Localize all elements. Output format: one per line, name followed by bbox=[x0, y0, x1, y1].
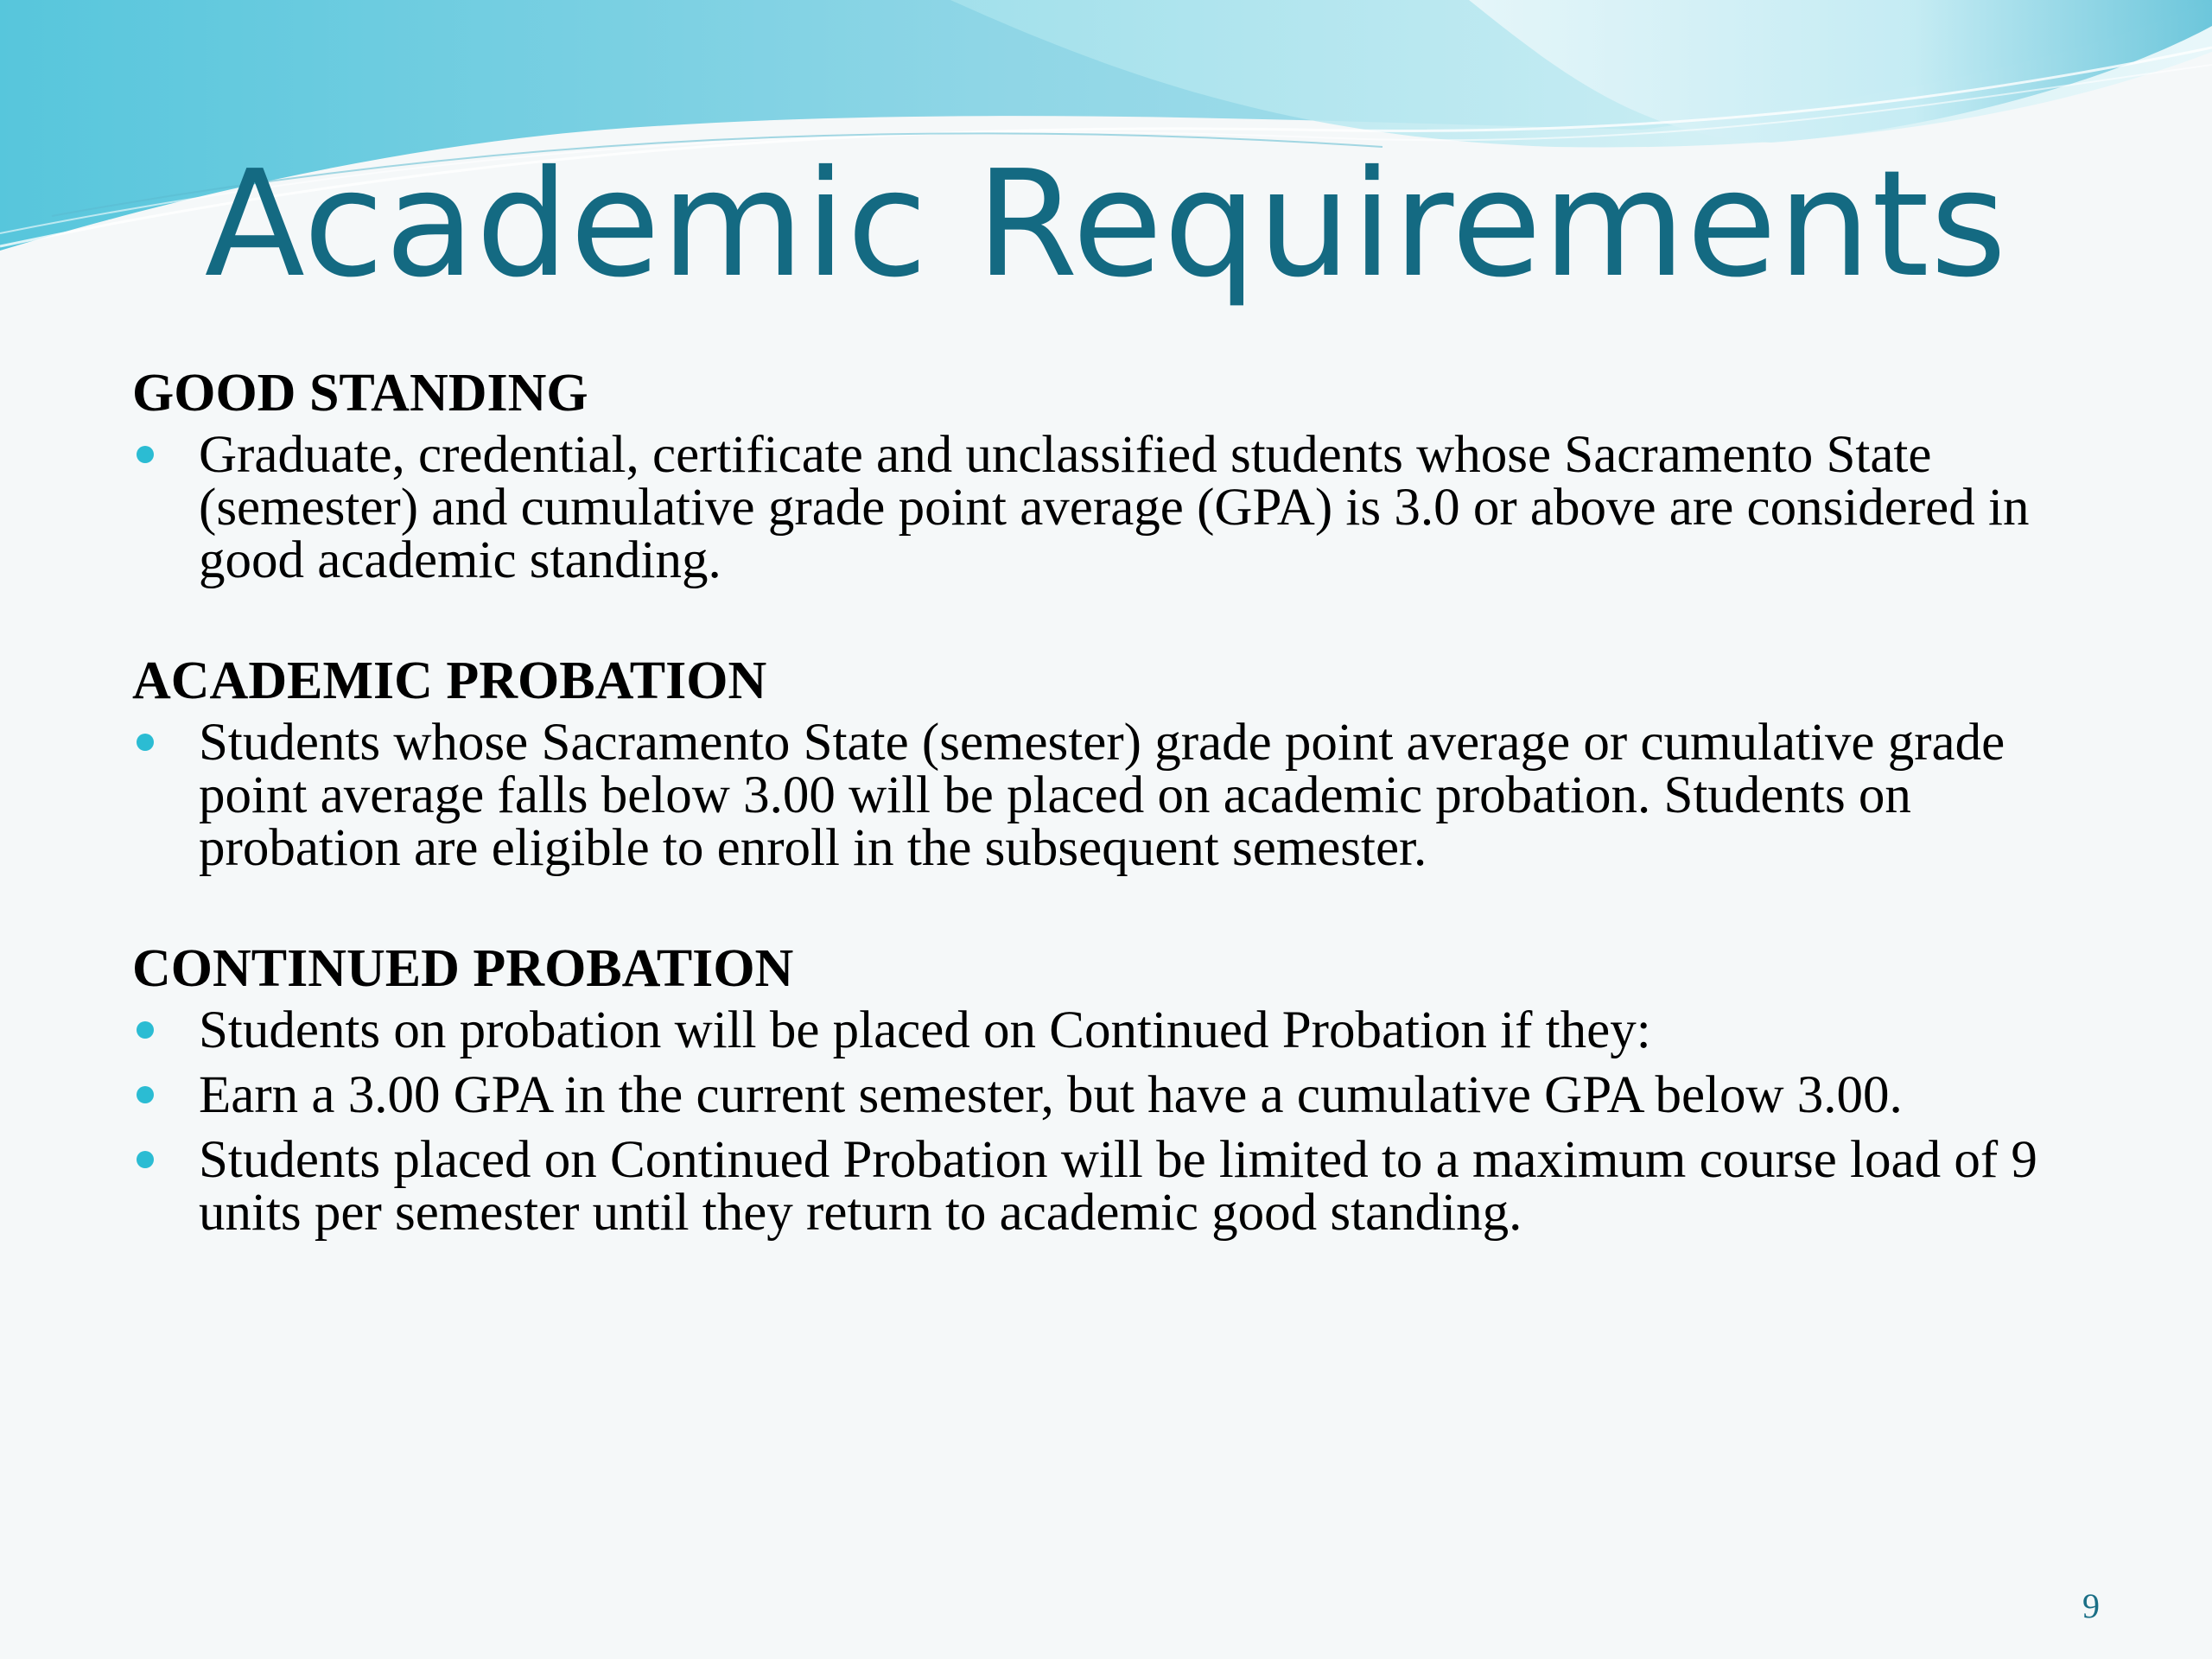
bullet-icon bbox=[137, 1151, 154, 1168]
bullet-list bbox=[132, 1001, 2094, 1242]
section-academic-probation bbox=[132, 651, 2094, 877]
bullet-icon bbox=[137, 1086, 154, 1103]
slide-title: Academic Requirements bbox=[204, 139, 2008, 310]
bullet-text: Earn a 3.00 GPA in the current semester, but have a cumulative GPA below 3.00. bbox=[199, 1066, 1903, 1124]
bullet-item bbox=[132, 714, 2094, 877]
bullet-item bbox=[132, 1066, 2094, 1124]
bullet-item bbox=[132, 1001, 2094, 1059]
section-continued-probation bbox=[132, 938, 2094, 1242]
bullet-list bbox=[132, 714, 2094, 877]
bullet-icon bbox=[137, 734, 154, 751]
section-heading: CONTINUED PROBATION bbox=[132, 939, 794, 998]
page-number: 9 bbox=[2082, 1586, 2100, 1625]
slide-content bbox=[132, 363, 2094, 1303]
bullet-text: Students whose Sacramento State (semester) grade point average or cumulative grade point average falls below 3.00 will be placed on academic probation. Students on probation are eligible to enroll in the subsequent semester. bbox=[199, 714, 2005, 877]
bullet-text: Students on probation will be placed on Continued Probation if they: bbox=[199, 1001, 1651, 1059]
bullet-item bbox=[132, 426, 2094, 589]
bullet-item bbox=[132, 1131, 2094, 1242]
bullet-list bbox=[132, 426, 2094, 589]
section-heading: GOOD STANDING bbox=[132, 364, 588, 423]
section-heading: ACADEMIC PROBATION bbox=[132, 652, 767, 710]
bullet-icon bbox=[137, 446, 154, 463]
bullet-icon bbox=[137, 1021, 154, 1039]
section-good-standing bbox=[132, 363, 2094, 587]
bullet-text: Graduate, credential, certificate and unclassified students whose Sacramento State (semester) and cumulative grade point average (GPA) is 3.0 or above are considered in good academic standing. bbox=[199, 426, 2030, 589]
bullet-text: Students placed on Continued Probation will be limited to a maximum course load of 9 units per semester until they return to academic good standing. bbox=[199, 1131, 2037, 1242]
